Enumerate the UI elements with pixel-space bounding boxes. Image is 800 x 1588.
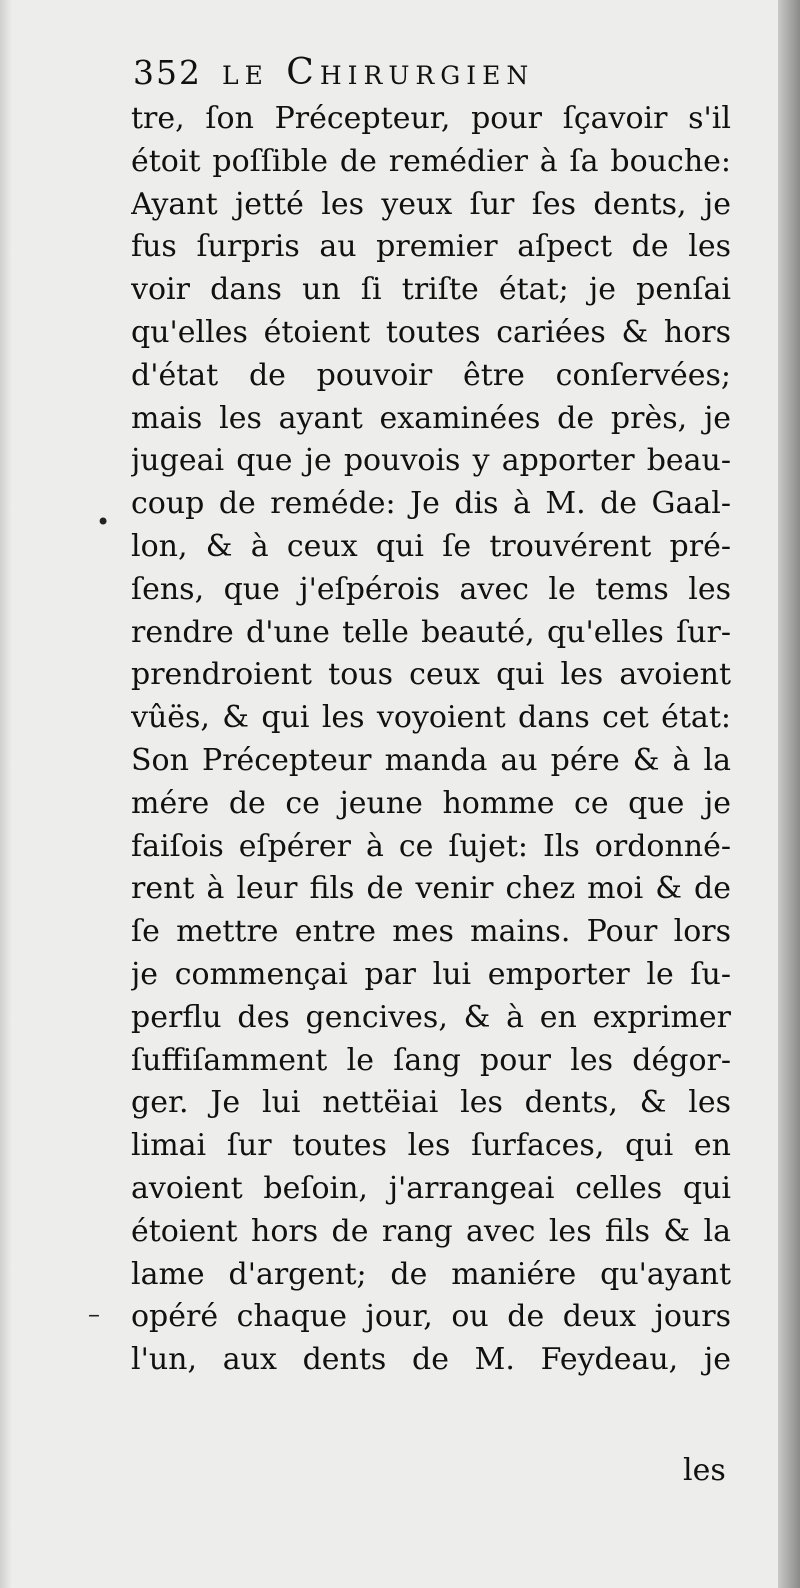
catchword: les: [683, 1453, 726, 1488]
text-line: Son Précepteur manda au pére & à la: [131, 742, 731, 778]
running-head: [133, 52, 534, 93]
text-line: perflu des gencives, & à en exprimer: [131, 999, 731, 1035]
margin-dash-mark: –: [88, 1300, 100, 1328]
text-line: voir dans un ſi triſte état; je penſai: [131, 272, 731, 308]
text-line: opéré chaque jour, ou de deux jours: [131, 1299, 731, 1335]
body-text: [131, 98, 731, 1382]
text-line: étoit poſſible de remédier à ſa bouche:: [131, 143, 731, 179]
text-line: mére de ce jeune homme ce que je: [131, 785, 731, 821]
text-line: vûës, & qui les voyoient dans cet état:: [131, 700, 731, 736]
text-line: je commençai par lui emporter le ſu-: [131, 956, 731, 992]
text-line: d'état de pouvoir être conſervées;: [131, 357, 731, 393]
text-line: rent à leur fils de venir chez moi & de: [131, 871, 731, 907]
page-left-edge: [0, 0, 12, 1588]
text-line: fus ſurpris au premier aſpect de les: [131, 229, 731, 265]
text-line: coup de reméde: Je dis à M. de Gaal-: [131, 486, 731, 522]
text-line: lon, & à ceux qui ſe trouvérent pré-: [131, 528, 731, 564]
text-line: ger. Je lui nettëiai les dents, & les: [131, 1085, 731, 1121]
running-title: le Chirurgien: [222, 52, 535, 93]
text-line: avoient beſoin, j'arrangeai celles qui: [131, 1170, 731, 1206]
text-line: étoient hors de rang avec les fils & la: [131, 1213, 731, 1249]
text-line: Ayant jetté les yeux ſur ſes dents, je: [131, 186, 731, 222]
text-line: limai ſur toutes les ſurfaces, qui en: [131, 1128, 731, 1164]
text-line: mais les ayant examinées de près, je: [131, 400, 731, 436]
text-line: ſe mettre entre mes mains. Pour lors: [131, 914, 731, 950]
margin-dot-mark: •: [96, 508, 111, 536]
text-line: prendroient tous ceux qui les avoient: [131, 657, 731, 693]
text-line: qu'elles étoient toutes cariées & hors: [131, 314, 731, 350]
page-number: 352: [133, 53, 202, 92]
page-gutter-shadow: [778, 0, 800, 1588]
text-line: l'un, aux dents de M. Feydeau, je: [131, 1342, 731, 1378]
text-line: ſuffiſamment le ſang pour les dégor-: [131, 1042, 731, 1078]
text-line: ſens, que j'eſpérois avec le tems les: [131, 571, 731, 607]
text-line: tre, ſon Précepteur, pour ſçavoir s'il: [131, 101, 731, 136]
text-line: faiſois eſpérer à ce ſujet: Ils ordonné-: [131, 828, 731, 864]
text-line: jugeai que je pouvois y apporter beau-: [131, 443, 731, 479]
text-line: lame d'argent; de maniére qu'ayant: [131, 1256, 731, 1292]
text-line: rendre d'une telle beauté, qu'elles ſur-: [131, 614, 731, 650]
